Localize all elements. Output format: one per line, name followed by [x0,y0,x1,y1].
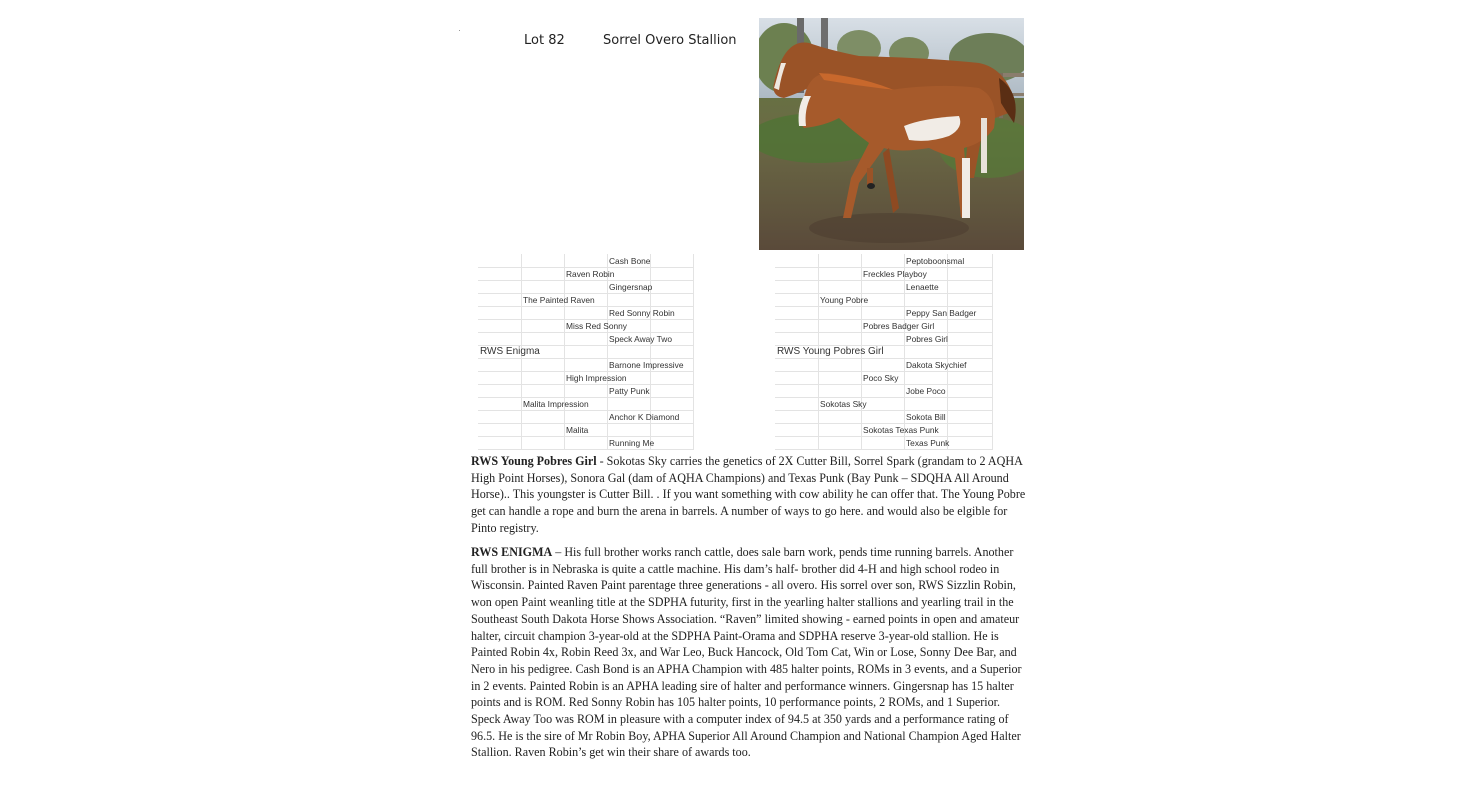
grid-line [607,254,608,450]
description-title: RWS ENIGMA [471,545,553,559]
pedigree-ggp: Pobres Girl [906,334,948,344]
horse-photo-illustration [759,18,1024,250]
pedigree-ggp: Sokota Bill [906,412,946,422]
pedigree-ggp: Gingersnap [609,282,653,292]
grid-row [478,436,694,450]
pedigree-sire: Young Pobre [820,295,869,305]
pedigree-root: RWS Enigma [480,346,540,357]
grid-row [775,332,993,346]
pedigree-root: RWS Young Pobres Girl [777,346,884,357]
stray-dot [459,30,460,31]
pedigree-ggp: Peppy San Badger [906,308,977,318]
grid-line [992,254,993,450]
pedigree-sire-dam: Pobres Badger Girl [863,321,935,331]
pedigree-ggp: Anchor K Diamond [609,412,680,422]
grid-line [947,254,948,450]
description-separator: – [552,545,565,559]
pedigree-ggp: Cash Bone [609,256,651,266]
grid-row [775,384,993,398]
pedigree-dam: Sokotas Sky [820,399,867,409]
lot-description: Sorrel Overo Stallion [603,33,737,48]
description-separator: - [596,454,607,468]
pedigree-ggp: Speck Away Two [609,334,673,344]
grid-row [775,410,993,424]
grid-row [478,254,694,268]
description-body: His full brother works ranch cattle, does sale barn work, pends time running barrels. Another full brother is in Nebraska is quite a cattle machine. His dam’s half- brother did 4-H and high school rodeo in Wisconsin. Painted Raven Paint parentage three generations - all overo. His sorrel over son, RWS Sizzlin Robin, won open Paint weanling title at the SDPHA futurity, first in the yearling halter stallions and yearling trail in the Southeast South Dakota Horse Shows Association. “Raven” limited showing - earned points in open and amateur halter, circuit champion 3-year-old at the SDPHA Paint-Orama and SDPHA reserve 3-year-old stallion. He is Painted Robin 4x, Robin Reed 3x, and War Leo, Buck Hancock, Old Tom Cat, Win or Lose, Sonny Dee Bar, and Nero in his pedigree. Cash Bond is an APHA Champion with 485 halter points, ROMs in 3 events, and a Superior in 2 events. Painted Robin is an APHA leading sire of halter and performance winners. Gingersnap has 15 halter points and is ROM. Red Sonny Robin has 105 halter points, 10 performance points, 2 ROMs, and 1 Superior. Speck Away Too was ROM in pleasure with a computer index of 94.5 at 350 yards and a performance rating of 96.5. He is the sire of Mr Robin Boy, APHA Superior All Around Champion and National Champion Aged Halter Stallion. Raven Robin’s get win their share of awards too. [471,545,1022,760]
pedigree-sire-dam: Miss Red Sonny [566,321,627,331]
pedigree-ggp: Texas Punk [906,438,950,448]
grid-line [564,254,565,450]
description-enigma [471,544,1026,761]
pedigree-dam-sire: High Impression [566,373,627,383]
pedigree-sire: The Painted Raven [523,295,595,305]
pedigree-ggp: Running Me [609,438,655,448]
pedigree-sire-sire: Raven Robin [566,269,615,279]
pedigree-ggp: Dakota Skychief [906,360,967,370]
lot-number: Lot 82 [524,33,565,48]
grid-row [478,280,694,294]
pedigree-ggp: Lenaette [906,282,939,292]
grid-row [478,384,694,398]
grid-line [693,254,694,450]
horse-photo [759,18,1024,250]
grid-row [775,293,993,307]
description-body: Sokotas Sky carries the genetics of 2X Cutter Bill, Sorrel Spark (grandam to 2 AQHA High Point Horses), Sonora Gal (dam of AQHA Champions) and Texas Punk (Bay Punk – SDQHA All Around Horse).. This youngster is Cutter Bill. . If you want something with cow ability he can offer that. The Young Pobre get can handle a rope and burn the arena in barrels. A number of ways to go here. and would also be elgible for Pinto registry. [471,454,1026,535]
description-young-pobres-girl [471,453,1026,537]
grid-row [775,436,993,450]
pedigree-chart-young-pobres-girl [775,254,993,450]
pedigree-dam-dam: Sokotas Texas Punk [863,425,939,435]
pedigree-dam-sire: Poco Sky [863,373,899,383]
pedigree-ggp: Patty Punk [609,386,650,396]
pedigree-ggp: Barnone Impressive [609,360,684,370]
pedigree-chart-enigma [478,254,694,450]
pedigree-ggp: Peptoboonsmal [906,256,965,266]
grid-row [775,397,993,411]
pedigree-dam-dam: Malita [566,425,589,435]
pedigree-ggp: Red Sonny Robin [609,308,675,318]
pedigree-dam: Malita Impression [523,399,589,409]
pedigree-ggp: Jobe Poco [906,386,946,396]
description-title: RWS Young Pobres Girl [471,454,597,468]
grid-row [775,280,993,294]
pedigree-sire-sire: Freckles Playboy [863,269,927,279]
grid-line [904,254,905,450]
